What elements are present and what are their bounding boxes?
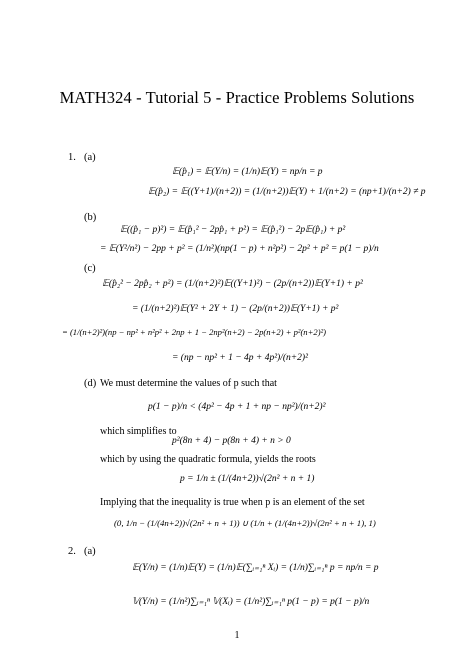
problem-1a-equation-1: 𝔼(p̂₁) = 𝔼(Y/n) = (1/n)𝔼(Y) = np/n = p [172,167,323,177]
problem-1d-roots: p = 1/n ± (1/(4n+2))√(2n² + n + 1) [180,474,315,484]
problem-1c-equation-4: = (np − np² + 1 − 4p + 4p²)/(n+2)² [172,353,308,363]
problem-1c-equation-2: = (1/(n+2)²)𝔼(Y² + 2Y + 1) − (2p/(n+2))𝔼(Y+1) + p² [132,304,339,314]
problem-1d-inequality: p(1 − p)/n < (4p² − 4p + 1 + np − np²)/(n+2)² [148,402,326,412]
problem-1-part-d-label: (d) [84,378,97,389]
problem-1-part-a-label: (a) [84,152,96,163]
problem-1d-text-2: which simplifies to [100,426,177,437]
problem-1-number: 1. [68,152,76,163]
problem-2-number: 2. [68,546,76,557]
page-number: 1 [234,630,240,641]
problem-1a-equation-2: 𝔼(p̂₂) = 𝔼((Y+1)/(n+2)) = (1/(n+2))𝔼(Y) + 1/(n+2) = (np+1)/(n+2) ≠ p [148,187,426,197]
problem-2a-equation-2: 𝕍(Y/n) = (1/n²)∑ᵢ₌₁ⁿ 𝕍(Xᵢ) = (1/n²)∑ᵢ₌₁ⁿ p(1 − p) = p(1 − p)/n [132,597,370,607]
page-title: MATH324 - Tutorial 5 - Practice Problems Solutions [59,88,415,107]
problem-1b-equation-2: = 𝔼(Y²/n²) − 2pp + p² = (1/n²)(np(1 − p) + n²p²) − 2p² + p² = p(1 − p)/n [100,244,379,254]
problem-1d-text-1: We must determine the values of p such that [100,378,277,389]
problem-1d-equation-2: p²(8n + 4) − p(8n + 4) + n > 0 [172,436,291,446]
problem-2a-equation-1: 𝔼(Y/n) = (1/n)𝔼(Y) = (1/n)𝔼(∑ᵢ₌₁ⁿ Xᵢ) = (1/n)∑ᵢ₌₁ⁿ p = np/n = p [132,563,379,573]
problem-1d-text-3: which by using the quadratic formula, yields the roots [100,454,316,465]
problem-2-part-a-label: (a) [84,546,96,557]
problem-1c-equation-1: 𝔼(p̂₂² − 2pp̂₂ + p²) = (1/(n+2)²)𝔼((Y+1)²) − (2p/(n+2))𝔼(Y+1) + p² [102,279,363,289]
problem-1c-equation-3: = (1/(n+2)²)(np − np² + n²p² + 2np + 1 − 2np²(n+2) − 2p(n+2) + p²(n+2)²) [62,327,327,337]
problem-1-part-c-label: (c) [84,263,96,274]
problem-1d-text-4: Implying that the inequality is true when p is an element of the set [100,497,365,508]
problem-1d-set: (0, 1/n − (1/(4n+2))√(2n² + n + 1)) ∪ (1/n + (1/(4n+2))√(2n² + n + 1), 1) [114,518,376,528]
problem-1-part-b-label: (b) [84,212,97,223]
problem-1b-equation-1: 𝔼((p̂₁ − p)²) = 𝔼(p̂₁² − 2pp̂₁ + p²) = 𝔼(p̂₁²) − 2p𝔼(p̂₁) + p² [120,225,346,235]
